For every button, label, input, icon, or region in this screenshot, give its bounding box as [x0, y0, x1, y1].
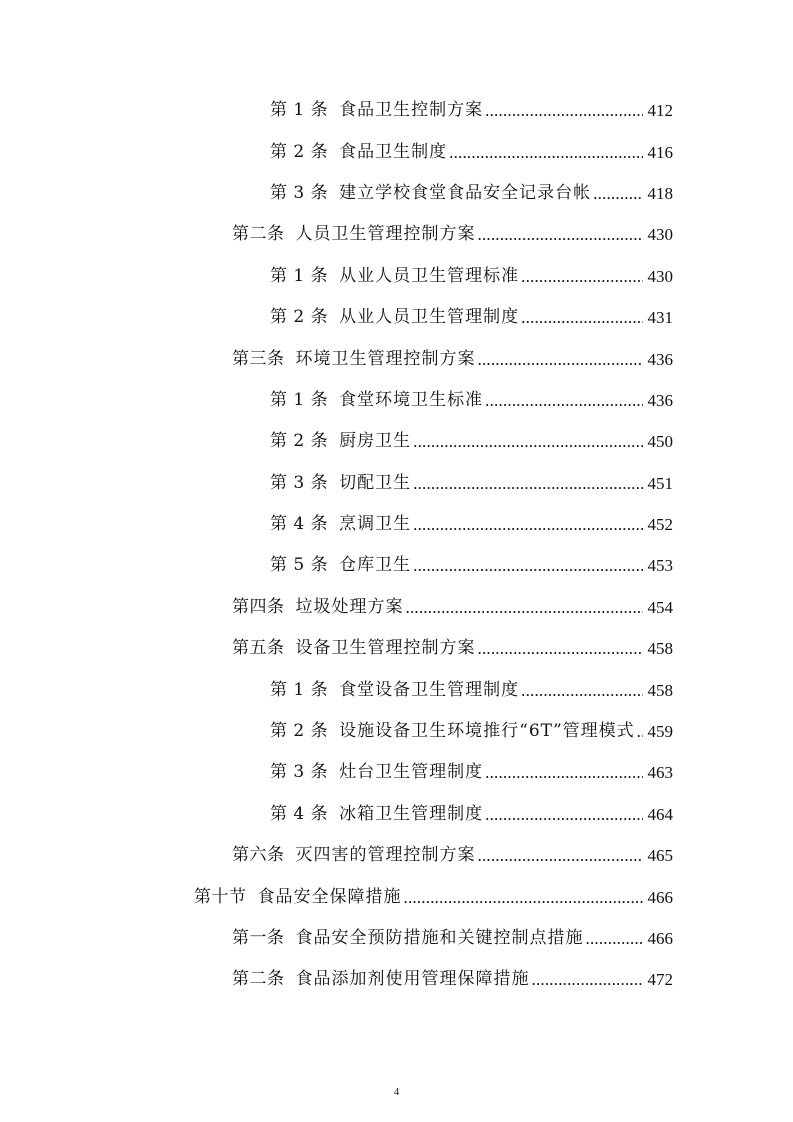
- toc-entry-page: 450: [647, 432, 673, 452]
- toc-entry-title: 食品安全保障措施: [257, 886, 402, 907]
- dot-leader: [413, 433, 643, 450]
- toc-entry-title: 灭四害的管理控制方案: [295, 845, 476, 866]
- toc-entry[interactable]: [0, 794, 793, 835]
- toc-entry-number: 第 3 条: [270, 472, 329, 493]
- toc-entry-title: 食堂设备卫生管理制度: [339, 679, 520, 700]
- toc-entry-page: 436: [647, 390, 673, 410]
- toc-entry-number: 第 2 条: [270, 141, 329, 162]
- toc-entry[interactable]: [0, 256, 793, 297]
- dot-leader: [478, 351, 644, 368]
- toc-entry[interactable]: [0, 587, 793, 628]
- toc-entry-page: 430: [647, 225, 673, 245]
- toc-entry-title: 食品安全预防措施和关键控制点措施: [295, 928, 584, 948]
- toc-entry-number: 第 1 条: [270, 389, 329, 410]
- toc-entry-page: 436: [647, 349, 673, 369]
- toc-entry-number: 第十节: [194, 886, 247, 907]
- dot-leader: [413, 516, 643, 533]
- toc-entry[interactable]: [0, 918, 793, 959]
- toc-entry[interactable]: [0, 711, 793, 752]
- toc-entry[interactable]: [0, 835, 793, 876]
- toc-entry-page: 463: [647, 763, 673, 783]
- toc-entry-page: 458: [647, 680, 673, 700]
- page-number: 4: [393, 1086, 400, 1098]
- toc-entry-title: 人员卫生管理控制方案: [295, 224, 476, 245]
- toc-entry[interactable]: [0, 504, 793, 545]
- toc-entry-number: 第二条: [232, 969, 285, 990]
- dot-leader: [532, 971, 644, 988]
- toc-entry-page: 459: [647, 722, 673, 742]
- toc-entry-title: 仓库卫生: [339, 555, 412, 576]
- toc-entry[interactable]: [0, 463, 793, 504]
- dot-leader: [478, 226, 644, 243]
- toc-entry-title: 冰箱卫生管理制度: [339, 803, 484, 824]
- toc-entry[interactable]: [0, 297, 793, 338]
- toc-entry-page: 418: [647, 183, 673, 203]
- toc-entry-number: 第 1 条: [270, 679, 329, 700]
- dot-leader: [521, 268, 643, 285]
- toc-entry-page: 430: [647, 266, 673, 286]
- toc-entry-title: 食品卫生制度: [339, 141, 448, 162]
- dot-leader: [637, 723, 643, 740]
- toc-entry-number: 第 4 条: [270, 803, 329, 824]
- toc-entry-title: 切配卫生: [339, 472, 412, 493]
- dot-leader: [406, 599, 644, 616]
- dot-leader: [404, 889, 644, 906]
- toc-entry-title: 厨房卫生: [339, 431, 412, 452]
- dot-leader: [413, 557, 643, 574]
- toc-entry-number: 第 2 条: [270, 431, 329, 452]
- toc-entry[interactable]: [0, 876, 793, 917]
- toc-entry-title: 食品卫生控制方案: [339, 100, 484, 121]
- toc-entry-number: 第 1 条: [270, 100, 329, 121]
- toc-entry-title: 灶台卫生管理制度: [339, 762, 484, 783]
- dot-leader: [449, 144, 643, 161]
- toc-entry-number: 第 4 条: [270, 514, 329, 535]
- dot-leader: [485, 764, 643, 781]
- toc-entry-page: 458: [647, 639, 673, 659]
- toc-entry-title: 垃圾处理方案: [295, 596, 404, 617]
- toc-entry-page: 464: [647, 804, 673, 824]
- toc-entry-title: 食堂环境卫生标准: [339, 389, 484, 410]
- toc-entry[interactable]: [0, 669, 793, 710]
- toc-entry-page: 451: [647, 473, 673, 493]
- dot-leader: [413, 475, 643, 492]
- toc-entry-number: 第 3 条: [270, 182, 329, 203]
- toc-entry-number: 第 2 条: [270, 307, 329, 328]
- toc-entry-number: 第 5 条: [270, 555, 329, 576]
- toc-entry-title: 设施设备卫生环境推行“6T”管理模式: [339, 721, 635, 742]
- toc-entry-page: 472: [647, 970, 673, 990]
- toc-entry-page: 412: [647, 101, 673, 121]
- toc-entry-number: 第六条: [232, 845, 285, 866]
- toc-entry[interactable]: [0, 173, 793, 214]
- toc-entry-page: 466: [647, 929, 673, 948]
- dot-leader: [485, 102, 643, 119]
- toc-entry-page: 454: [647, 597, 673, 617]
- toc-entry-number: 第 3 条: [270, 762, 329, 783]
- toc-entry-page: 453: [647, 556, 673, 576]
- toc-entry-number: 第二条: [232, 224, 285, 245]
- dot-leader: [593, 185, 643, 202]
- toc-entry-page: 465: [647, 846, 673, 866]
- dot-leader: [485, 392, 643, 409]
- dot-leader: [521, 309, 643, 326]
- toc-entry-title: 烹调卫生: [339, 514, 412, 535]
- dot-leader: [521, 682, 643, 699]
- toc-entry-number: 第 1 条: [270, 265, 329, 286]
- toc-entry[interactable]: [0, 90, 793, 131]
- dot-leader: [586, 930, 644, 947]
- toc-entry[interactable]: [0, 380, 793, 421]
- toc-entry-title: 从业人员卫生管理制度: [339, 307, 520, 328]
- toc-entry-title: 食品添加剂使用管理保障措施: [295, 969, 530, 990]
- dot-leader: [485, 806, 643, 823]
- table-of-contents: [0, 90, 793, 1001]
- toc-entry-number: 第三条: [232, 348, 285, 369]
- dot-leader: [478, 640, 644, 657]
- toc-entry[interactable]: [0, 752, 793, 793]
- toc-entry[interactable]: [0, 628, 793, 669]
- toc-entry-title: 从业人员卫生管理标准: [339, 265, 520, 286]
- toc-entry-number: 第一条: [232, 928, 285, 948]
- toc-entry[interactable]: [0, 545, 793, 586]
- toc-entry[interactable]: [0, 421, 793, 462]
- toc-entry-title: 环境卫生管理控制方案: [295, 348, 476, 369]
- toc-entry-number: 第 2 条: [270, 721, 329, 742]
- toc-entry[interactable]: [0, 959, 793, 1000]
- toc-entry-number: 第五条: [232, 638, 285, 659]
- toc-entry[interactable]: [0, 214, 793, 255]
- toc-entry[interactable]: [0, 131, 793, 172]
- toc-entry-page: 416: [647, 142, 673, 162]
- toc-entry-page: 452: [647, 515, 673, 535]
- toc-entry[interactable]: [0, 338, 793, 379]
- dot-leader: [478, 847, 644, 864]
- toc-entry-page: 466: [647, 887, 673, 907]
- toc-entry-title: 建立学校食堂食品安全记录台帐: [339, 182, 592, 203]
- toc-entry-number: 第四条: [232, 596, 285, 617]
- toc-entry-page: 431: [647, 308, 673, 328]
- toc-entry-title: 设备卫生管理控制方案: [295, 638, 476, 659]
